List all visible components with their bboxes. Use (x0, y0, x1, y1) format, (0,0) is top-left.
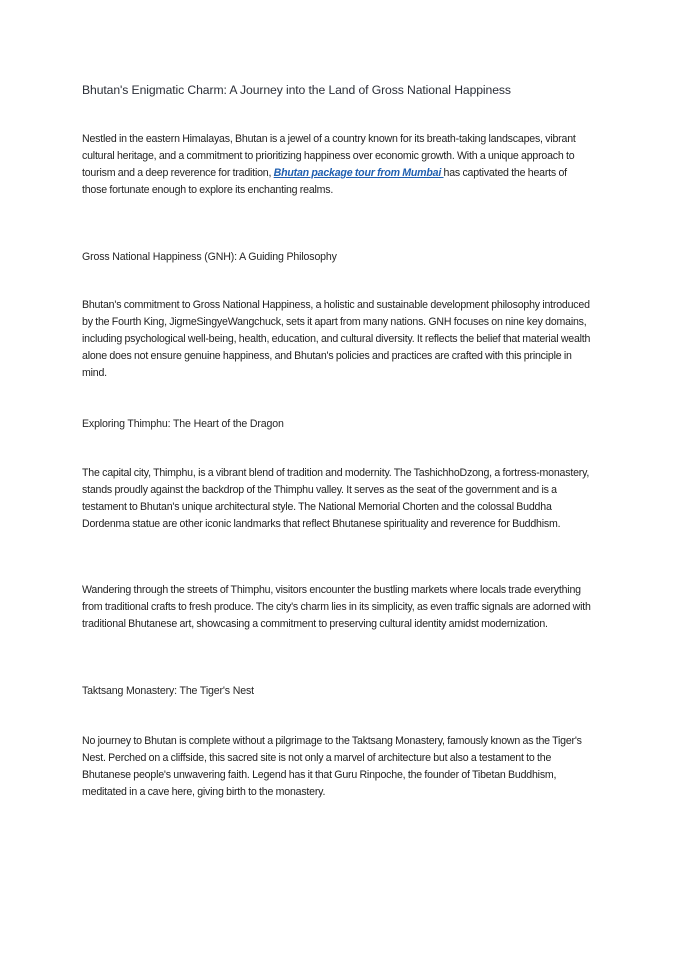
section-heading-gnh: Gross National Happiness (GNH): A Guiding Philosophy (82, 251, 337, 263)
document-title: Bhutan's Enigmatic Charm: A Journey into the Land of Gross National Happiness (82, 83, 511, 97)
taktsang-paragraph: No journey to Bhutan is complete without a pilgrimage to the Taktsang Monastery, famously known as the Tiger's Nest. Perched on a cliffside, this sacred site is not only a marvel of architecture but also a testament to the Bhutanese people's unwavering faith. Legend has it that Guru Rinpoche, the founder of Tibetan Buddhism, meditated in a cave here, giving birth to the monastery. (82, 735, 582, 798)
gnh-paragraph: Bhutan's commitment to Gross National Happiness, a holistic and sustainable development philosophy introduced by the Fourth King, JigmeSingyeWangchuck, sets it apart from many nations. GNH focuses on nine key domains, including psychological well-being, health, education, and cultural diversity. It reflects the belief that material wealth alone does not ensure genuine happiness, and Bhutan's policies and practices are crafted with this principle in mind. (82, 299, 591, 379)
bhutan-tour-link[interactable]: Bhutan package tour from Mumbai (273, 166, 444, 179)
intro-paragraph (82, 131, 592, 199)
thimphu-paragraph-1: The capital city, Thimphu, is a vibrant blend of tradition and modernity. The TashichhoDzong, a fortress-monastery, stands proudly against the backdrop of the Thimphu valley. It serves as the seat of the government and is a testament to Bhutan's unique architectural style. The National Memorial Chorten and the colossal Buddha Dordenma statue are other iconic landmarks that reflect Bhutanese spirituality and reverence for Buddhism. (82, 467, 590, 530)
intro-text-before-link: Nestled in the eastern Himalayas, Bhutan is a jewel of a country known for its breath-taking landscapes, vibrant cultural heritage, and a commitment to prioritizing happiness over economic growth. With a unique approach to tourism and a deep reverence for tradition, (82, 133, 576, 179)
thimphu-paragraph-2: Wandering through the streets of Thimphu, visitors encounter the bustling markets where locals trade everything from traditional crafts to fresh produce. The city's charm lies in its simplicity, as even traffic signals are adorned with traditional Bhutanese art, showcasing a commitment to preserving cultural identity amidst modernization. (82, 584, 591, 630)
section-heading-taktsang: Taktsang Monastery: The Tiger's Nest (82, 685, 254, 697)
section-heading-thimphu: Exploring Thimphu: The Heart of the Dragon (82, 418, 284, 430)
intro-text-after-link: has captivated the hearts of those fortunate enough to explore its enchanting realms. (82, 166, 567, 196)
